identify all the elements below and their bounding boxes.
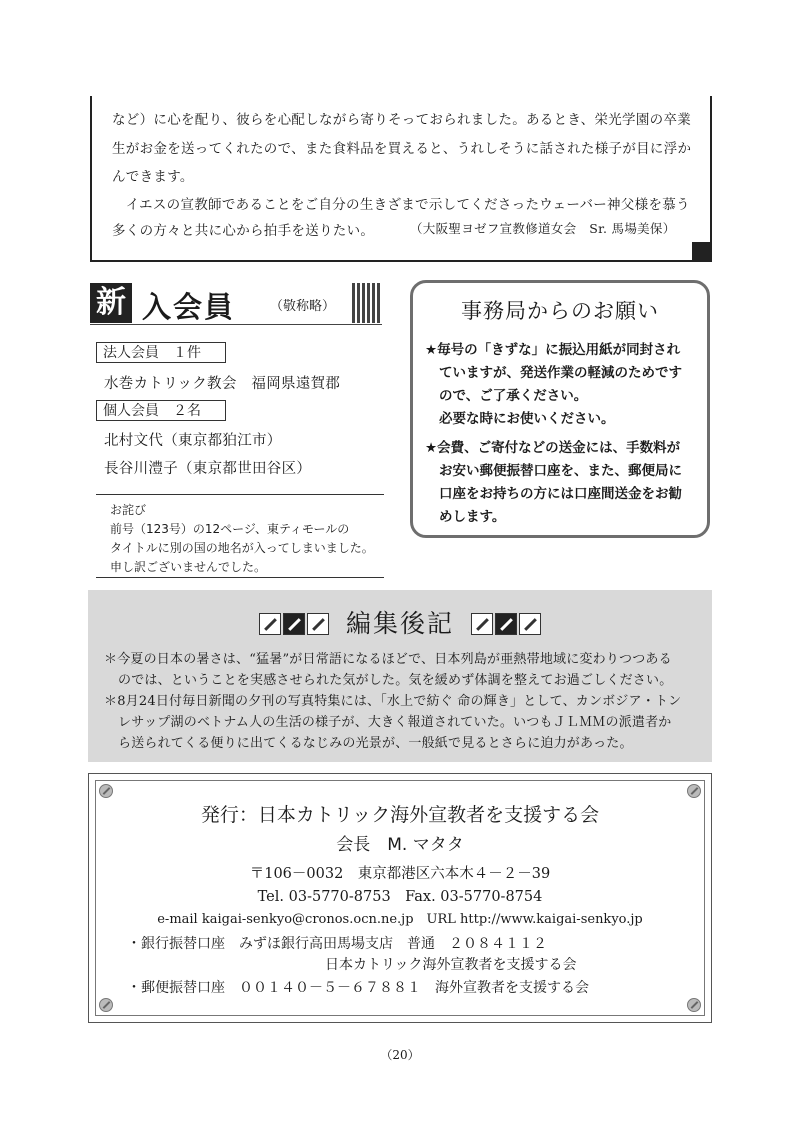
heading-title: 入会員 bbox=[142, 290, 236, 324]
corner-bolt-icon bbox=[99, 998, 113, 1012]
article-line: イエスの宣教師であることをご自分の生きざまで示してくださったウェーバー神父様を慕う bbox=[112, 197, 690, 213]
article-signature: （大阪聖ヨゼフ宣教修道女会 Sr. 馬場美保） bbox=[410, 221, 676, 236]
honorific-note: （敬称略） bbox=[270, 299, 336, 314]
request-line: ★会費、ご寄付などの送金には、手数料が bbox=[425, 440, 681, 456]
publisher-info-box bbox=[88, 773, 712, 1023]
pencil-icon bbox=[471, 613, 493, 635]
pencil-icon bbox=[307, 613, 329, 635]
corner-bolt-icon bbox=[687, 784, 701, 798]
publisher-issuer: 発行：日本カトリック海外宣教者を支援する会 bbox=[200, 804, 600, 826]
article-line: など）に心を配り、彼らを心配しながら寄りそっておられました。あるとき、栄光学園の卒業 bbox=[112, 112, 692, 128]
editor-note bbox=[88, 590, 712, 762]
apology-title: お詫び bbox=[110, 503, 147, 517]
publisher-email-url: e-mail kaigai-senkyo@cronos.ocn.ne.jp URL http://www.kaigai-senkyo.jp bbox=[157, 912, 643, 927]
postal-account-line: ・郵便振替口座 ００１４０－５－６７８８１ 海外宣教者を支援する会 bbox=[127, 980, 589, 996]
corporate-members-label: 法人会員 １件 bbox=[96, 342, 226, 363]
new-members-heading bbox=[90, 283, 382, 323]
member-entry: 北村文代（東京都狛江市） bbox=[104, 433, 282, 449]
pencil-icon bbox=[259, 613, 281, 635]
editor-note-line: ら送られてくる便りに出てくるなじみの光景が、一般紙で見るとさらに迫力があった。 bbox=[118, 736, 633, 751]
editor-note-line: ＊8月24日付毎日新聞の夕刊の写真特集には、「水上で紡ぐ 命の輝き」として、カンボジア・トン bbox=[104, 694, 682, 709]
article-line: 生がお金を送ってくれたので、また食料品を買えると、うれしそうに話された様子が目に浮か bbox=[112, 141, 692, 157]
article-line: んできます。 bbox=[112, 169, 194, 185]
page-number: （20） bbox=[380, 1048, 420, 1062]
office-request-box bbox=[410, 280, 710, 538]
apology-line: タイトルに別の国の地名が入ってしまいました。 bbox=[110, 541, 374, 555]
heading-stripes bbox=[352, 283, 382, 323]
publisher-president: 会長 M. マタタ bbox=[336, 835, 464, 855]
apology-notice bbox=[96, 494, 384, 578]
article-continuation-box bbox=[90, 96, 712, 262]
member-entry: 水巻カトリック教会 福岡県遠賀郡 bbox=[104, 376, 341, 392]
corner-bolt-icon bbox=[99, 784, 113, 798]
apology-line: 申し訳ございませんでした。 bbox=[110, 560, 267, 574]
request-line: ていますが、発送作業の軽減のためです bbox=[439, 365, 682, 381]
editor-note-line: レサップ湖のベトナム人の生活の様子が、大きく報道されていた。いつもＪＬＭＭの派遣者か bbox=[118, 715, 672, 730]
pencil-icon bbox=[519, 613, 541, 635]
request-line: 口座をお持ちの方には口座間送金をお勧 bbox=[439, 486, 682, 502]
article-line: 多くの方々と共に心から拍手を送りたい。 bbox=[112, 223, 375, 239]
editor-note-line: ＊今夏の日本の暑さは、“猛暑”が日常語になるほどで、日本列島が亜熱帯地域に変わりつつある bbox=[104, 652, 672, 667]
request-line: お安い郵便振替口座を、また、郵便局に bbox=[439, 463, 682, 479]
individual-members-label: 個人会員 ２名 bbox=[96, 400, 226, 421]
box-corner-mark bbox=[692, 242, 710, 260]
publisher-address: 〒106－0032 東京都港区六本木４－２－39 bbox=[249, 866, 551, 882]
member-entry: 長谷川澧子（東京都世田谷区） bbox=[104, 461, 312, 477]
pencil-icon bbox=[283, 613, 305, 635]
editor-note-line: のでは、ということを実感させられた気がした。気を緩めず体調を整えてお過ごしください。 bbox=[118, 673, 673, 688]
request-line: ★毎号の「きずな」に振込用紙が同封され bbox=[425, 342, 681, 358]
editor-note-heading bbox=[88, 604, 712, 640]
request-line: ので、ご了承ください。 bbox=[439, 388, 588, 404]
publisher-phone: Tel. 03-5770-8753 Fax. 03-5770-8754 bbox=[257, 889, 543, 905]
request-title: 事務局からのお願い bbox=[461, 299, 659, 323]
bank-account-holder: 日本カトリック海外宣教者を支援する会 bbox=[325, 957, 577, 973]
heading-rule bbox=[90, 324, 382, 325]
pencil-icon bbox=[495, 613, 517, 635]
request-line: 必要な時にお使いください。 bbox=[439, 411, 615, 427]
heading-badge: 新 bbox=[90, 283, 132, 323]
editor-note-title: 編集後記 bbox=[345, 609, 454, 638]
apology-line: 前号（123号）の12ページ、東ティモールの bbox=[110, 522, 350, 536]
corner-bolt-icon bbox=[687, 998, 701, 1012]
bank-account-line: ・銀行振替口座 みずほ銀行高田馬場支店 普通 ２０８４１１２ bbox=[127, 936, 547, 952]
request-line: めします。 bbox=[439, 509, 506, 525]
